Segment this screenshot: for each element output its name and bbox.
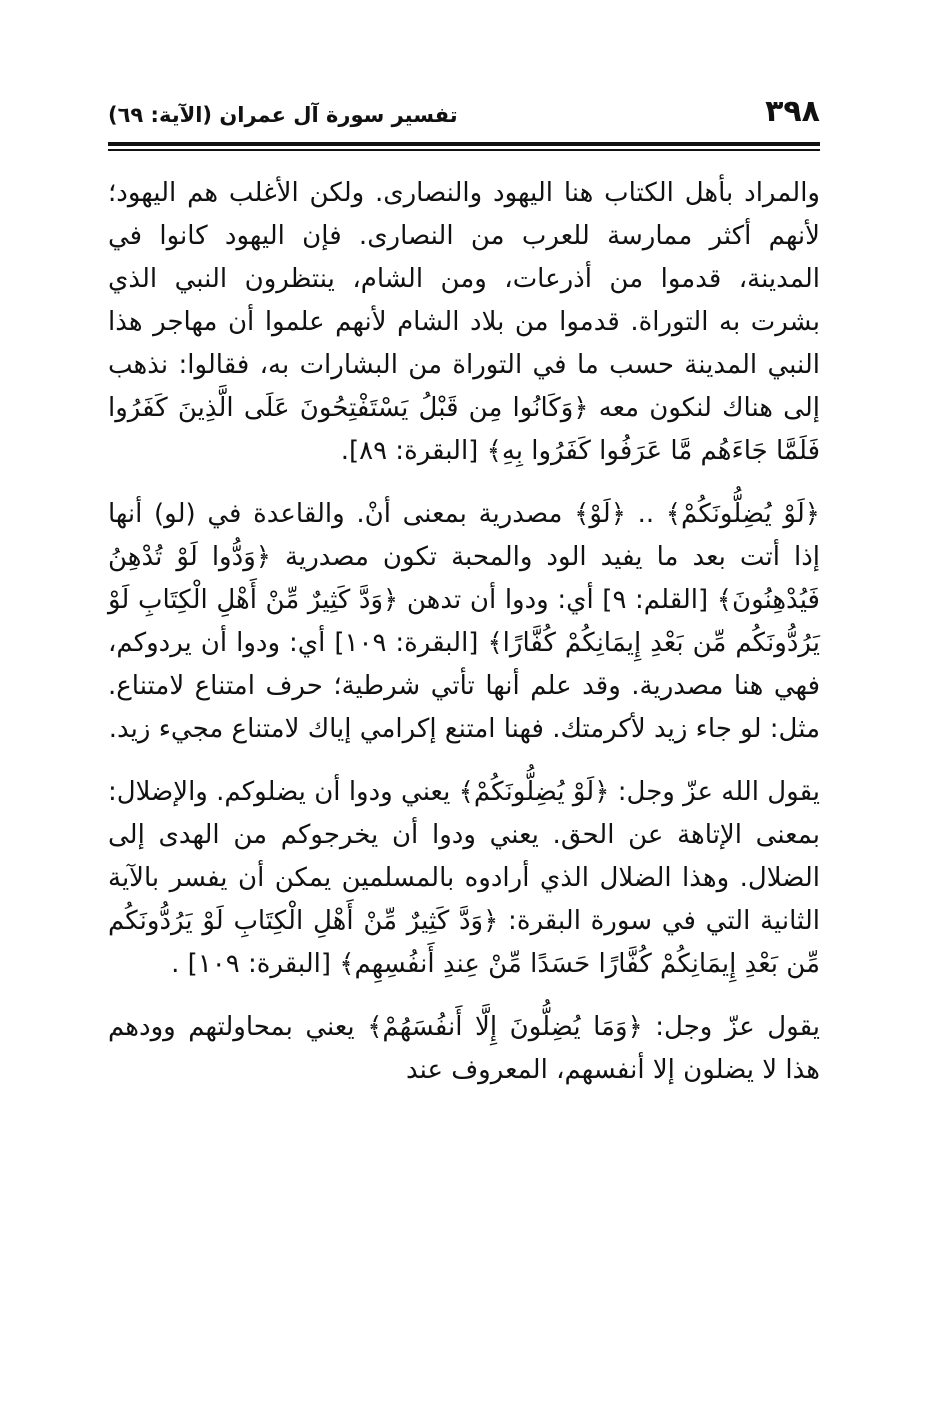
running-title: تفسير سورة آل عمران (الآية: ٦٩) [108, 103, 458, 127]
page-header [108, 92, 820, 142]
paragraph-2: ﴿لَوْ يُضِلُّونَكُمْ﴾ .. ﴿لَوْ﴾ مصدرية بمعنى أنْ. والقاعدة في (لو) أنها إذا أتت بعد ما يفيد الود والمحبة تكون مصدرية ﴿وَدُّوا لَوْ تُدْهِنُ فَيُدْهِنُونَ﴾ [القلم: ٩] أي: ودوا أن تدهن ﴿وَدَّ كَثِيرٌ مِّنْ أَهْلِ الْكِتَابِ لَوْ يَرُدُّونَكُم مِّن بَعْدِ إِيمَانِكُمْ كُفَّارًا﴾ [البقرة: ١٠٩] أي: ودوا أن يردوكم، فهي هنا مصدرية. وقد علم أنها تأتي شرطية؛ حرف امتناع لامتناع. مثل: لو جاء زيد لأكرمتك. فهنا امتنع إكرامي إياك لامتناع مجيء زيد. [108, 499, 820, 744]
header-rule-thin [108, 149, 820, 151]
paragraph-3: يقول الله عزّ وجل: ﴿لَوْ يُضِلُّونَكُمْ﴾ يعني ودوا أن يضلوكم. والإضلال: بمعنى الإتاهة عن الحق. يعني ودوا أن يخرجوكم من الهدى إلى الضلال. وهذا الضلال الذي أرادوه بالمسلمين يمكن أن يفسر بالآية الثانية التي في سورة البقرة: ﴿وَدَّ كَثِيرٌ مِّنْ أَهْلِ الْكِتَابِ لَوْ يَرُدُّونَكُم مِّن بَعْدِ إِيمَانِكُمْ كُفَّارًا حَسَدًا مِّنْ عِندِ أَنفُسِهِم﴾ [البقرة: ١٠٩] . [108, 777, 820, 979]
header-rule-thick [108, 142, 820, 146]
page-number: ٣٩٨ [765, 94, 820, 129]
paragraph-1: والمراد بأهل الكتاب هنا اليهود والنصارى. ولكن الأغلب هم اليهود؛ لأنهم أكثر ممارسة للعرب من النصارى. فإن اليهود كانوا في المدينة، قدموا من أذرعات، ومن الشام، ينتظرون النبي الذي بشرت به التوراة. قدموا من بلاد الشام لأنهم علموا أن مهاجر هذا النبي المدينة حسب ما في التوراة من البشارات به، فقالوا: نذهب إلى هناك لنكون معه ﴿وَكَانُوا مِن قَبْلُ يَسْتَفْتِحُونَ عَلَى الَّذِينَ كَفَرُوا فَلَمَّا جَاءَهُم مَّا عَرَفُوا كَفَرُوا بِهِ﴾ [البقرة: ٨٩]. [108, 178, 820, 466]
paragraph-4: يقول عزّ وجل: ﴿وَمَا يُضِلُّونَ إِلَّا أَنفُسَهُمْ﴾ يعني بمحاولتهم وودهم هذا لا يضلون إلا أنفسهم، المعروف عند [108, 1012, 820, 1085]
body-text [108, 172, 820, 1112]
